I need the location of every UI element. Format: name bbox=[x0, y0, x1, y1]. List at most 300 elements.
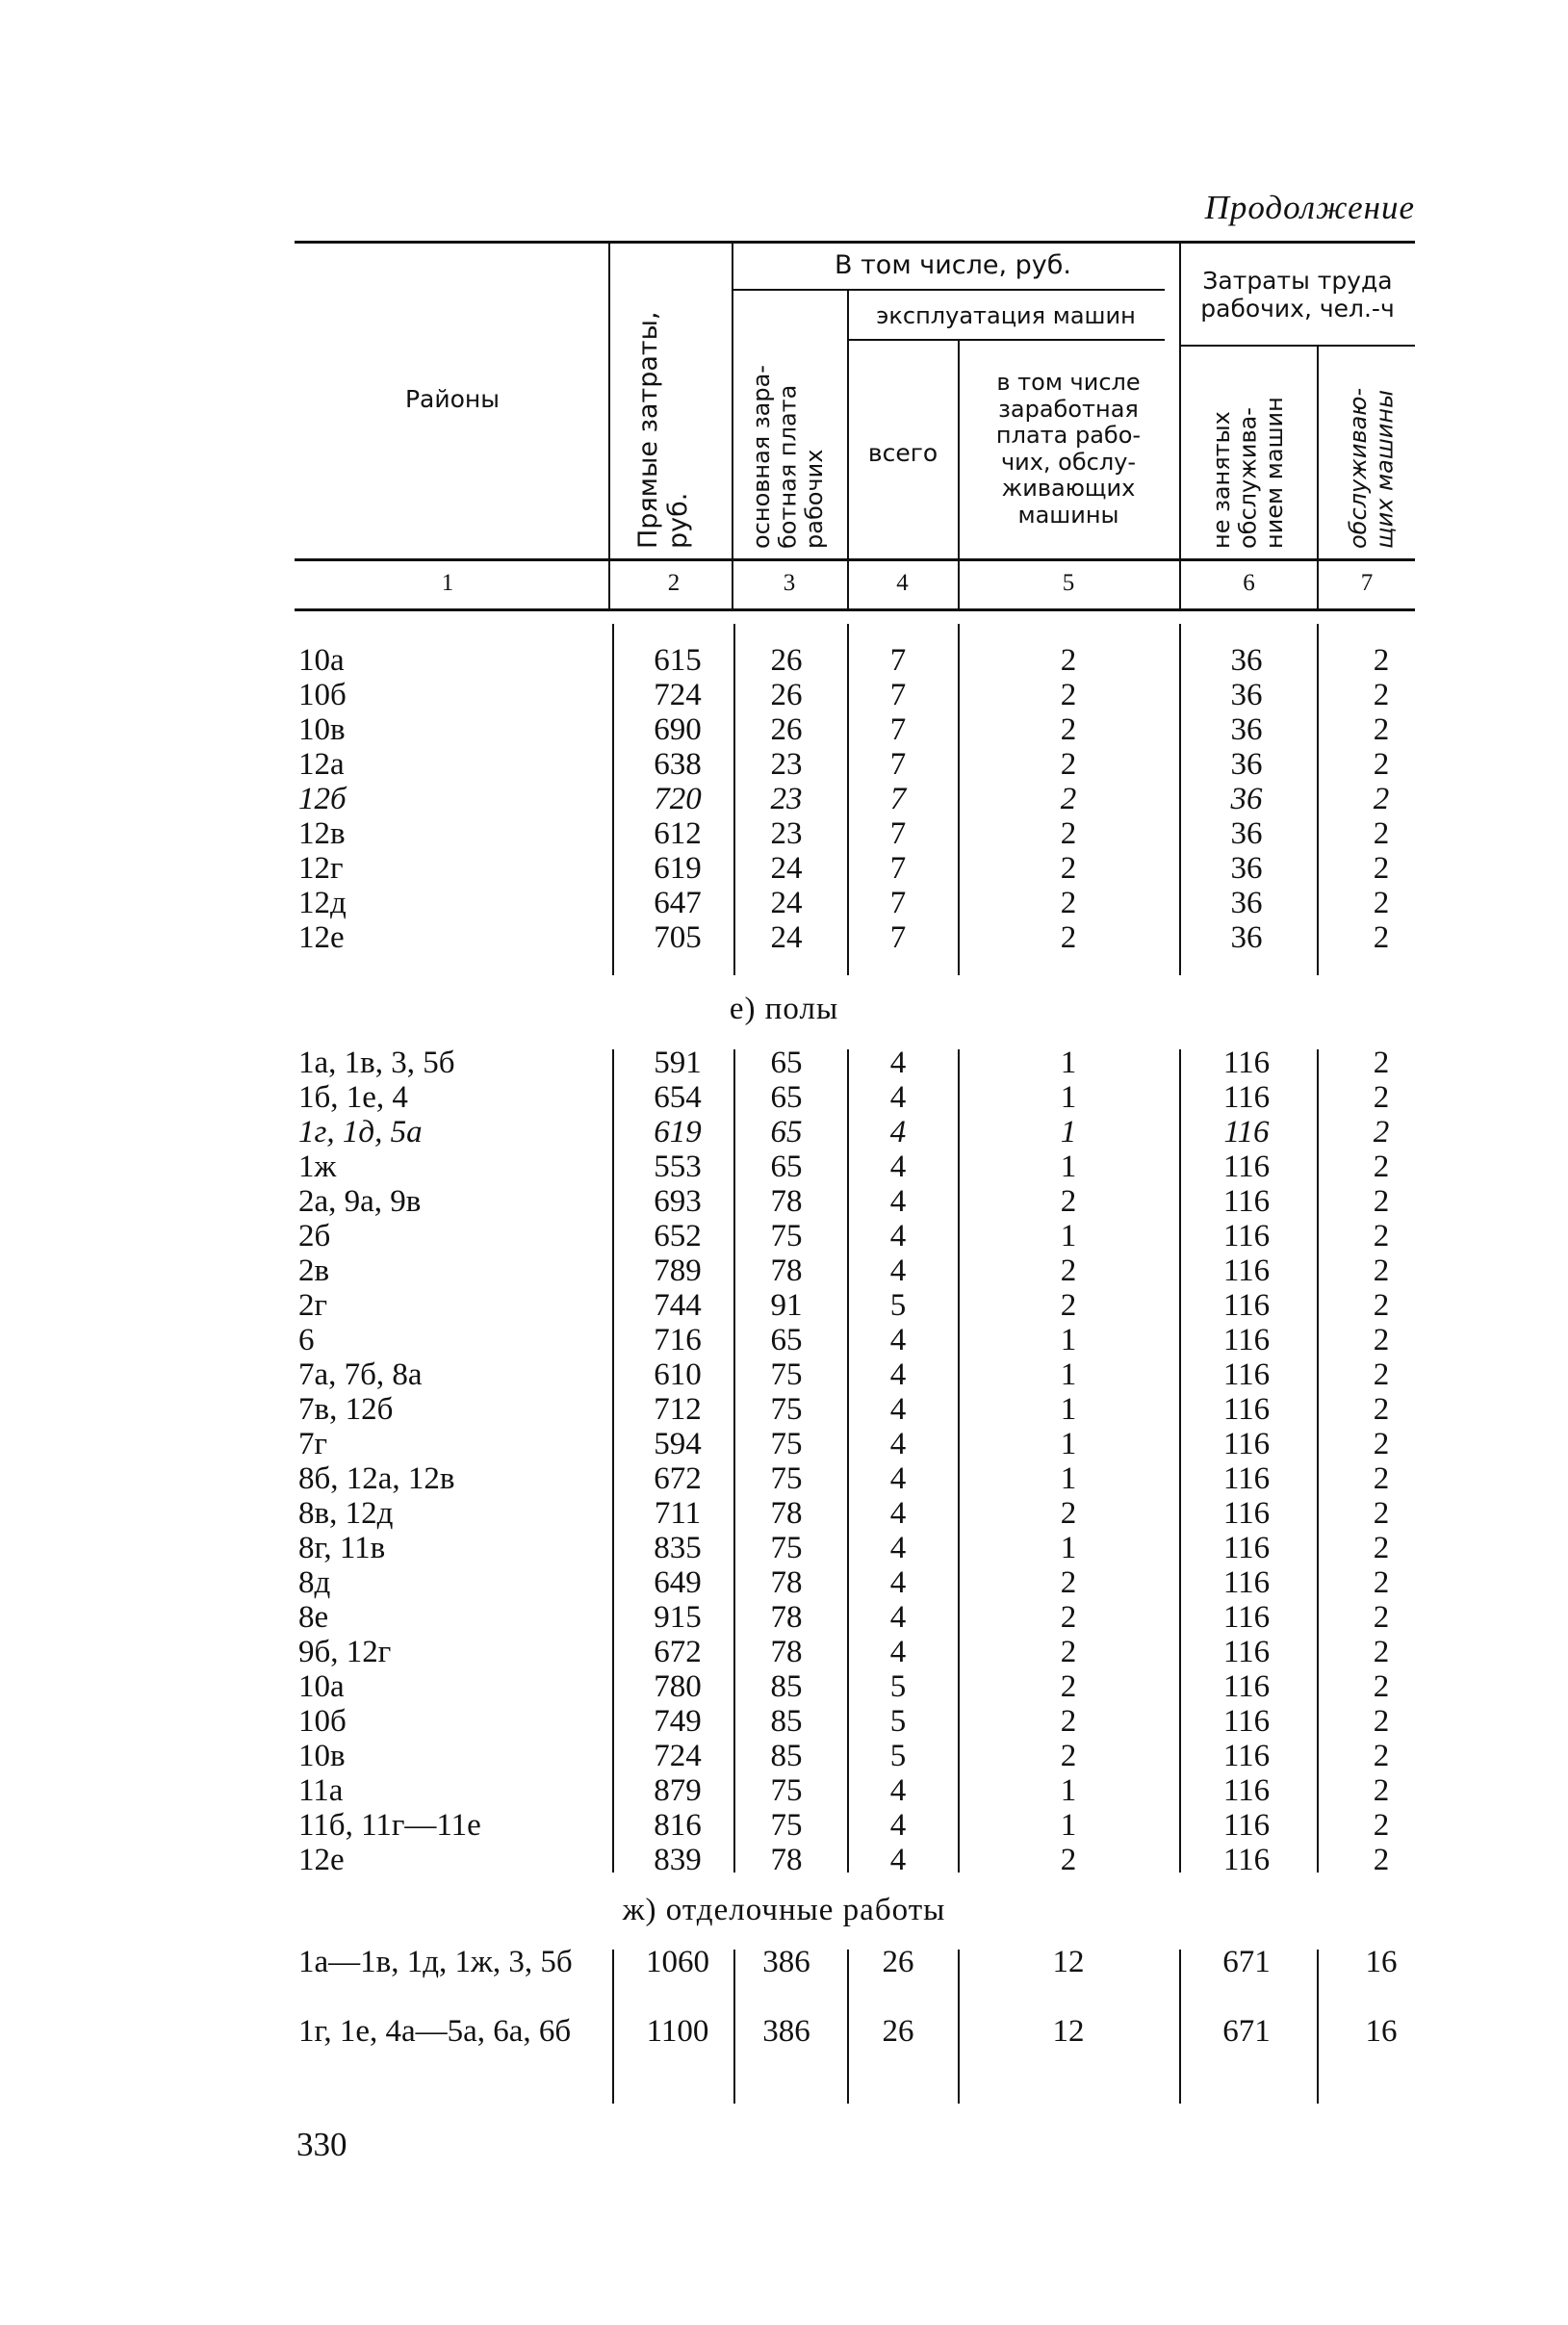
cell-labor-machines: 2 bbox=[1373, 1288, 1390, 1323]
cell-labor-machines: 2 bbox=[1373, 1565, 1390, 1600]
cell-base-wages: 65 bbox=[770, 1115, 803, 1150]
cell-labor-machines: 2 bbox=[1373, 920, 1390, 955]
cell-machines-total: 4 bbox=[889, 1357, 907, 1392]
cell-machine-wages: 2 bbox=[1060, 1843, 1077, 1877]
cell-machine-wages: 2 bbox=[1060, 1635, 1077, 1669]
cell-labor-not-machines: 36 bbox=[1230, 886, 1263, 920]
cell-machine-wages: 1 bbox=[1060, 1115, 1077, 1150]
cell-labor-machines: 2 bbox=[1373, 1046, 1390, 1080]
cell-base-wages: 78 bbox=[770, 1184, 803, 1219]
cell-labor-machines: 2 bbox=[1373, 851, 1390, 886]
table-row bbox=[0, 1704, 1568, 1739]
cell-machine-wages: 1 bbox=[1060, 1531, 1077, 1565]
row-name: 6 bbox=[298, 1323, 315, 1357]
cell-labor-machines: 2 bbox=[1373, 1808, 1390, 1843]
header-osnovnaya-zarplata: основная зара- ботная плата рабочих bbox=[748, 365, 829, 549]
subheader-rule-machines bbox=[847, 339, 1165, 341]
cell-machine-wages: 2 bbox=[1060, 920, 1077, 955]
table-row bbox=[0, 1427, 1568, 1461]
cell-labor-machines: 2 bbox=[1373, 1219, 1390, 1253]
cell-direct-costs: 652 bbox=[654, 1219, 702, 1253]
cell-direct-costs: 610 bbox=[654, 1357, 702, 1392]
cell-base-wages: 65 bbox=[770, 1323, 803, 1357]
header-obsluzhivayushih: обслуживаю- щих машины bbox=[1345, 387, 1399, 549]
table-row bbox=[0, 1046, 1568, 1080]
table-row bbox=[0, 678, 1568, 712]
cell-direct-costs: 816 bbox=[654, 1808, 702, 1843]
cell-machines-total: 26 bbox=[882, 1945, 914, 1979]
cell-direct-costs: 705 bbox=[654, 920, 702, 955]
row-name: 8е bbox=[298, 1600, 329, 1635]
row-name: 8в, 12д bbox=[298, 1496, 394, 1531]
table-row bbox=[0, 1288, 1568, 1323]
cell-machines-total: 5 bbox=[889, 1739, 907, 1773]
cell-labor-machines: 2 bbox=[1373, 1843, 1390, 1877]
row-name: 10а bbox=[298, 1669, 345, 1704]
cell-direct-costs: 619 bbox=[654, 1115, 702, 1150]
header-vline bbox=[1179, 241, 1181, 608]
column-number: 2 bbox=[667, 570, 681, 596]
cell-labor-not-machines: 36 bbox=[1230, 643, 1263, 678]
cell-machines-total: 4 bbox=[889, 1843, 907, 1877]
row-name: 12г bbox=[298, 851, 344, 886]
cell-machines-total: 7 bbox=[889, 747, 907, 782]
cell-machine-wages: 1 bbox=[1060, 1323, 1077, 1357]
cell-machine-wages: 2 bbox=[1060, 851, 1077, 886]
cell-labor-not-machines: 116 bbox=[1222, 1808, 1271, 1843]
table-row bbox=[0, 1531, 1568, 1565]
cell-base-wages: 75 bbox=[770, 1461, 803, 1496]
cell-direct-costs: 672 bbox=[654, 1635, 702, 1669]
cell-labor-not-machines: 116 bbox=[1222, 1392, 1271, 1427]
cell-base-wages: 78 bbox=[770, 1843, 803, 1877]
table-row bbox=[0, 920, 1568, 955]
cell-machines-total: 4 bbox=[889, 1219, 907, 1253]
cell-direct-costs: 711 bbox=[654, 1496, 702, 1531]
cell-machines-total: 7 bbox=[889, 886, 907, 920]
column-number: 1 bbox=[441, 570, 454, 596]
cell-labor-not-machines: 116 bbox=[1222, 1357, 1271, 1392]
table-row bbox=[0, 1184, 1568, 1219]
row-name: 8г, 11в bbox=[298, 1531, 386, 1565]
cell-direct-costs: 647 bbox=[654, 886, 702, 920]
page-number: 330 bbox=[296, 2126, 347, 2163]
cell-base-wages: 85 bbox=[770, 1704, 803, 1739]
row-name: 7а, 7б, 8а bbox=[298, 1357, 423, 1392]
cell-labor-machines: 2 bbox=[1373, 1427, 1390, 1461]
cell-machines-total: 4 bbox=[889, 1600, 907, 1635]
cell-machines-total: 4 bbox=[889, 1392, 907, 1427]
cell-labor-not-machines: 116 bbox=[1222, 1739, 1271, 1773]
subheader-rule-in-that-number bbox=[732, 289, 1165, 291]
cell-base-wages: 78 bbox=[770, 1496, 803, 1531]
subheader-rule-labor bbox=[1179, 345, 1415, 347]
cell-machine-wages: 2 bbox=[1060, 1496, 1077, 1531]
table-row bbox=[0, 643, 1568, 678]
cell-machine-wages: 2 bbox=[1060, 1600, 1077, 1635]
row-name: 1г, 1д, 5а bbox=[298, 1115, 423, 1150]
cell-base-wages: 75 bbox=[770, 1808, 803, 1843]
row-name: 8б, 12а, 12в bbox=[298, 1461, 455, 1496]
section-title-finishing: ж) отделочные работы bbox=[622, 1893, 946, 1927]
cell-base-wages: 26 bbox=[770, 712, 803, 747]
cell-machines-total: 4 bbox=[889, 1253, 907, 1288]
header-bottom-rule bbox=[295, 558, 1415, 561]
cell-machine-wages: 2 bbox=[1060, 886, 1077, 920]
cell-machine-wages: 1 bbox=[1060, 1808, 1077, 1843]
header-ekspluataciya: эксплуатация машин bbox=[876, 302, 1136, 329]
header-vline bbox=[1317, 347, 1319, 608]
cell-machine-wages: 1 bbox=[1060, 1046, 1077, 1080]
cell-labor-not-machines: 116 bbox=[1222, 1496, 1271, 1531]
cell-labor-machines: 2 bbox=[1373, 678, 1390, 712]
cell-machines-total: 4 bbox=[889, 1150, 907, 1184]
row-name: 2б bbox=[298, 1219, 331, 1253]
cell-base-wages: 75 bbox=[770, 1427, 803, 1461]
cell-direct-costs: 591 bbox=[654, 1046, 702, 1080]
cell-direct-costs: 619 bbox=[654, 851, 702, 886]
cell-direct-costs: 712 bbox=[654, 1392, 702, 1427]
cell-labor-machines: 2 bbox=[1373, 1253, 1390, 1288]
column-number: 4 bbox=[896, 570, 909, 596]
cell-base-wages: 26 bbox=[770, 643, 803, 678]
cell-labor-not-machines: 116 bbox=[1222, 1288, 1271, 1323]
table-row bbox=[0, 1392, 1568, 1427]
continuation-label: Продолжение bbox=[1204, 189, 1415, 226]
cell-machine-wages: 2 bbox=[1060, 1184, 1077, 1219]
cell-machine-wages: 1 bbox=[1060, 1150, 1077, 1184]
row-name: 11а bbox=[298, 1773, 344, 1808]
cell-labor-machines: 2 bbox=[1373, 1080, 1390, 1115]
table-row bbox=[0, 2014, 1568, 2083]
cell-labor-machines: 2 bbox=[1373, 1600, 1390, 1635]
cell-machine-wages: 1 bbox=[1060, 1392, 1077, 1427]
cell-machine-wages: 1 bbox=[1060, 1357, 1077, 1392]
cell-labor-not-machines: 36 bbox=[1230, 747, 1263, 782]
cell-labor-not-machines: 116 bbox=[1222, 1253, 1271, 1288]
cell-labor-not-machines: 36 bbox=[1230, 851, 1263, 886]
row-name: 8д bbox=[298, 1565, 331, 1600]
cell-machine-wages: 2 bbox=[1060, 1253, 1077, 1288]
cell-machines-total: 5 bbox=[889, 1704, 907, 1739]
header-vsego: всего bbox=[867, 439, 938, 467]
cell-direct-costs: 839 bbox=[654, 1843, 702, 1877]
cell-direct-costs: 749 bbox=[654, 1704, 702, 1739]
table-top-rule bbox=[295, 241, 1415, 244]
cell-machine-wages: 12 bbox=[1052, 2014, 1085, 2049]
table-row bbox=[0, 1080, 1568, 1115]
cell-direct-costs: 649 bbox=[654, 1565, 702, 1600]
cell-labor-not-machines: 116 bbox=[1222, 1323, 1271, 1357]
cell-labor-machines: 16 bbox=[1365, 1945, 1398, 1979]
cell-machines-total: 7 bbox=[889, 816, 907, 851]
cell-labor-machines: 2 bbox=[1373, 1115, 1390, 1150]
cell-direct-costs: 594 bbox=[654, 1427, 702, 1461]
cell-base-wages: 75 bbox=[770, 1392, 803, 1427]
cell-direct-costs: 835 bbox=[654, 1531, 702, 1565]
cell-labor-machines: 2 bbox=[1373, 1739, 1390, 1773]
cell-direct-costs: 724 bbox=[654, 678, 702, 712]
cell-machines-total: 4 bbox=[889, 1808, 907, 1843]
cell-machines-total: 5 bbox=[889, 1669, 907, 1704]
cell-labor-machines: 2 bbox=[1373, 886, 1390, 920]
cell-labor-not-machines: 36 bbox=[1230, 678, 1263, 712]
cell-machines-total: 4 bbox=[889, 1496, 907, 1531]
cell-machine-wages: 2 bbox=[1060, 1739, 1077, 1773]
cell-labor-not-machines: 116 bbox=[1223, 1115, 1270, 1150]
cell-direct-costs: 915 bbox=[654, 1600, 702, 1635]
row-name: 2г bbox=[298, 1288, 328, 1323]
table-row bbox=[0, 1600, 1568, 1635]
column-number-rule bbox=[295, 608, 1415, 611]
header-vline bbox=[958, 341, 960, 608]
table-row bbox=[0, 1115, 1568, 1150]
row-name: 2в bbox=[298, 1253, 330, 1288]
cell-labor-not-machines: 36 bbox=[1230, 782, 1263, 816]
header-rayony: Районы bbox=[404, 385, 501, 413]
cell-labor-not-machines: 116 bbox=[1222, 1046, 1271, 1080]
cell-labor-not-machines: 36 bbox=[1230, 816, 1263, 851]
cell-machines-total: 7 bbox=[889, 920, 907, 955]
row-name: 7в, 12б bbox=[298, 1392, 394, 1427]
cell-machines-total: 4 bbox=[889, 1461, 907, 1496]
cell-base-wages: 65 bbox=[770, 1080, 803, 1115]
cell-direct-costs: 879 bbox=[654, 1773, 702, 1808]
cell-machines-total: 26 bbox=[882, 2014, 914, 2049]
row-name: 12е bbox=[298, 1843, 345, 1877]
cell-labor-not-machines: 116 bbox=[1222, 1080, 1271, 1115]
cell-machine-wages: 2 bbox=[1060, 1288, 1077, 1323]
cell-direct-costs: 789 bbox=[654, 1253, 702, 1288]
cell-labor-not-machines: 116 bbox=[1222, 1565, 1271, 1600]
table-row bbox=[0, 1843, 1568, 1877]
cell-machines-total: 4 bbox=[889, 1115, 907, 1150]
cell-base-wages: 24 bbox=[770, 886, 803, 920]
cell-labor-machines: 2 bbox=[1373, 1496, 1390, 1531]
table-row bbox=[0, 1945, 1568, 2014]
cell-labor-not-machines: 116 bbox=[1222, 1635, 1271, 1669]
cell-machines-total: 4 bbox=[889, 1046, 907, 1080]
row-name: 10в bbox=[298, 712, 346, 747]
row-name: 10б bbox=[298, 678, 347, 712]
cell-machine-wages: 1 bbox=[1060, 1219, 1077, 1253]
row-name: 10б bbox=[298, 1704, 347, 1739]
cell-direct-costs: 744 bbox=[654, 1288, 702, 1323]
cell-direct-costs: 638 bbox=[654, 747, 702, 782]
cell-base-wages: 85 bbox=[770, 1739, 803, 1773]
row-name: 1ж bbox=[298, 1150, 337, 1184]
cell-labor-machines: 2 bbox=[1373, 1357, 1390, 1392]
cell-base-wages: 75 bbox=[770, 1773, 803, 1808]
table-row bbox=[0, 1219, 1568, 1253]
cell-labor-machines: 2 bbox=[1373, 1635, 1390, 1669]
cell-machine-wages: 2 bbox=[1060, 747, 1077, 782]
cell-machines-total: 4 bbox=[889, 1323, 907, 1357]
column-number: 5 bbox=[1062, 570, 1075, 596]
cell-base-wages: 23 bbox=[770, 747, 803, 782]
header-vline bbox=[732, 241, 733, 608]
cell-labor-machines: 2 bbox=[1373, 712, 1390, 747]
cell-base-wages: 26 bbox=[770, 678, 803, 712]
cell-direct-costs: 716 bbox=[654, 1323, 702, 1357]
cell-direct-costs: 720 bbox=[654, 782, 702, 816]
cell-labor-not-machines: 116 bbox=[1222, 1669, 1271, 1704]
row-name: 12а bbox=[298, 747, 345, 782]
table-row bbox=[0, 1669, 1568, 1704]
cell-labor-not-machines: 116 bbox=[1222, 1219, 1271, 1253]
cell-base-wages: 75 bbox=[770, 1357, 803, 1392]
row-name: 12б bbox=[298, 782, 347, 816]
cell-machines-total: 7 bbox=[889, 643, 907, 678]
table-row bbox=[0, 1323, 1568, 1357]
table-row bbox=[0, 782, 1568, 816]
cell-labor-machines: 2 bbox=[1373, 747, 1390, 782]
cell-machine-wages: 2 bbox=[1060, 782, 1077, 816]
table-row bbox=[0, 851, 1568, 886]
row-name: 10в bbox=[298, 1739, 346, 1773]
cell-machines-total: 4 bbox=[889, 1773, 907, 1808]
table-row bbox=[0, 1808, 1568, 1843]
cell-machine-wages: 1 bbox=[1060, 1773, 1077, 1808]
cell-base-wages: 78 bbox=[770, 1565, 803, 1600]
cell-base-wages: 75 bbox=[770, 1219, 803, 1253]
cell-machine-wages: 2 bbox=[1060, 816, 1077, 851]
column-number: 7 bbox=[1360, 570, 1374, 596]
header-pryamye-zatraty: Прямые затраты, руб. bbox=[633, 311, 694, 549]
table-row bbox=[0, 1461, 1568, 1496]
cell-labor-not-machines: 116 bbox=[1222, 1773, 1271, 1808]
cell-labor-not-machines: 671 bbox=[1222, 1945, 1271, 1979]
row-name: 10а bbox=[298, 643, 345, 678]
section-title-floors: е) полы bbox=[729, 992, 839, 1026]
row-name: 9б, 12г bbox=[298, 1635, 392, 1669]
cell-direct-costs: 672 bbox=[654, 1461, 702, 1496]
table-row bbox=[0, 816, 1568, 851]
cell-machine-wages: 2 bbox=[1060, 1704, 1077, 1739]
cell-machine-wages: 2 bbox=[1060, 712, 1077, 747]
table-row bbox=[0, 1253, 1568, 1288]
cell-machines-total: 4 bbox=[889, 1080, 907, 1115]
cell-machines-total: 7 bbox=[889, 678, 907, 712]
cell-base-wages: 386 bbox=[762, 2014, 810, 2049]
table-row bbox=[0, 1150, 1568, 1184]
column-number: 3 bbox=[783, 570, 796, 596]
header-zatraty-truda: Затраты труда рабочих, чел.-ч bbox=[1200, 267, 1395, 323]
cell-machine-wages: 2 bbox=[1060, 678, 1077, 712]
cell-labor-machines: 2 bbox=[1373, 1461, 1390, 1496]
cell-labor-not-machines: 116 bbox=[1222, 1704, 1271, 1739]
cell-direct-costs: 654 bbox=[654, 1080, 702, 1115]
cell-machine-wages: 1 bbox=[1060, 1427, 1077, 1461]
cell-machines-total: 4 bbox=[889, 1635, 907, 1669]
cell-labor-not-machines: 36 bbox=[1230, 920, 1263, 955]
cell-direct-costs: 612 bbox=[654, 816, 702, 851]
row-name: 12д bbox=[298, 886, 347, 920]
row-name: 1б, 1е, 4 bbox=[298, 1080, 408, 1115]
cell-direct-costs: 1100 bbox=[646, 2014, 709, 2049]
table-row bbox=[0, 886, 1568, 920]
cell-labor-machines: 2 bbox=[1373, 1184, 1390, 1219]
cell-machine-wages: 2 bbox=[1060, 1565, 1077, 1600]
row-name: 11б, 11г—11е bbox=[298, 1808, 481, 1843]
cell-base-wages: 78 bbox=[770, 1253, 803, 1288]
cell-labor-not-machines: 116 bbox=[1222, 1150, 1271, 1184]
cell-labor-not-machines: 116 bbox=[1222, 1427, 1271, 1461]
row-name: 12е bbox=[298, 920, 345, 955]
cell-labor-not-machines: 116 bbox=[1222, 1184, 1271, 1219]
table-row bbox=[0, 747, 1568, 782]
table-row bbox=[0, 1773, 1568, 1808]
cell-labor-machines: 2 bbox=[1373, 1669, 1390, 1704]
cell-labor-not-machines: 116 bbox=[1222, 1531, 1271, 1565]
cell-base-wages: 23 bbox=[770, 782, 803, 816]
cell-labor-machines: 2 bbox=[1373, 782, 1390, 816]
cell-labor-not-machines: 36 bbox=[1230, 712, 1263, 747]
cell-base-wages: 24 bbox=[770, 851, 803, 886]
cell-labor-machines: 2 bbox=[1373, 1531, 1390, 1565]
cell-machines-total: 4 bbox=[889, 1531, 907, 1565]
row-name: 1а—1в, 1д, 1ж, 3, 5б bbox=[298, 1945, 573, 1979]
cell-labor-machines: 16 bbox=[1365, 2014, 1398, 2049]
row-name: 12в bbox=[298, 816, 346, 851]
cell-machines-total: 4 bbox=[889, 1565, 907, 1600]
cell-labor-not-machines: 116 bbox=[1222, 1461, 1271, 1496]
table-row bbox=[0, 1739, 1568, 1773]
cell-direct-costs: 693 bbox=[654, 1184, 702, 1219]
cell-machines-total: 5 bbox=[889, 1288, 907, 1323]
cell-labor-machines: 2 bbox=[1373, 1773, 1390, 1808]
cell-labor-not-machines: 671 bbox=[1222, 2014, 1271, 2049]
cell-machine-wages: 2 bbox=[1060, 1669, 1077, 1704]
cell-base-wages: 386 bbox=[762, 1945, 810, 1979]
cell-labor-machines: 2 bbox=[1373, 1150, 1390, 1184]
table-row bbox=[0, 1635, 1568, 1669]
table-row bbox=[0, 1565, 1568, 1600]
cell-machines-total: 7 bbox=[889, 782, 907, 816]
cell-direct-costs: 615 bbox=[654, 643, 702, 678]
cell-machines-total: 4 bbox=[889, 1184, 907, 1219]
cell-labor-not-machines: 116 bbox=[1222, 1843, 1271, 1877]
cell-direct-costs: 1060 bbox=[646, 1945, 709, 1979]
cell-labor-machines: 2 bbox=[1373, 1392, 1390, 1427]
row-name: 2а, 9а, 9в bbox=[298, 1184, 422, 1219]
cell-direct-costs: 780 bbox=[654, 1669, 702, 1704]
cell-machine-wages: 1 bbox=[1060, 1080, 1077, 1115]
cell-labor-machines: 2 bbox=[1373, 1323, 1390, 1357]
header-ne-zanyatyh: не занятых обслужива- нием машин bbox=[1208, 397, 1289, 549]
cell-base-wages: 78 bbox=[770, 1600, 803, 1635]
cell-machine-wages: 1 bbox=[1060, 1461, 1077, 1496]
header-v-tom-chisle: В том числе, руб. bbox=[834, 250, 1072, 280]
cell-machines-total: 7 bbox=[889, 851, 907, 886]
cell-machine-wages: 12 bbox=[1052, 1945, 1085, 1979]
cell-base-wages: 78 bbox=[770, 1635, 803, 1669]
cell-machines-total: 4 bbox=[889, 1427, 907, 1461]
cell-base-wages: 23 bbox=[770, 816, 803, 851]
cell-base-wages: 85 bbox=[770, 1669, 803, 1704]
cell-base-wages: 91 bbox=[770, 1288, 803, 1323]
cell-direct-costs: 690 bbox=[654, 712, 702, 747]
column-number: 6 bbox=[1243, 570, 1255, 596]
header-vline bbox=[608, 241, 610, 608]
header-zarplata-mashin: в том числе заработная плата рабо- чих, обслу- живающих машины bbox=[995, 369, 1142, 529]
row-name: 7г bbox=[298, 1427, 328, 1461]
cell-labor-machines: 2 bbox=[1373, 816, 1390, 851]
cell-labor-not-machines: 116 bbox=[1222, 1600, 1271, 1635]
cell-direct-costs: 553 bbox=[654, 1150, 702, 1184]
cell-machine-wages: 2 bbox=[1060, 643, 1077, 678]
cell-base-wages: 65 bbox=[770, 1150, 803, 1184]
